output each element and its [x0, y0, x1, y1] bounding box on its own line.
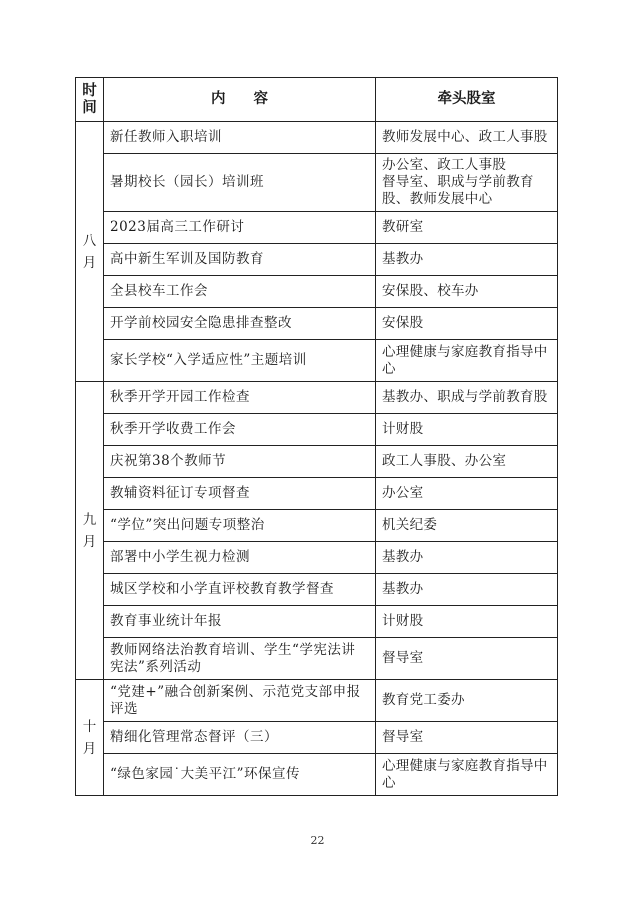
content-cell: 高中新生军训及国防教育	[104, 244, 376, 276]
dept-cell: 办公室	[376, 478, 558, 510]
table-row	[76, 308, 558, 340]
header-time: 时 间	[76, 78, 104, 122]
dept-cell: 政工人事股、办公室	[376, 446, 558, 478]
table-row	[76, 722, 558, 754]
table-row	[76, 510, 558, 542]
dept-cell: 计财股	[376, 414, 558, 446]
dept-cell: 教育党工委办	[376, 680, 558, 722]
table-row	[76, 574, 558, 606]
content-cell: 家长学校“入学适应性”主题培训	[104, 340, 376, 382]
month-cell: 十 月	[76, 680, 104, 796]
table-row	[76, 638, 558, 680]
header-dept: 牵头股室	[376, 78, 558, 122]
dept-cell: 心理健康与家庭教育指导中心	[376, 754, 558, 796]
table-row	[76, 212, 558, 244]
table-body	[76, 122, 558, 796]
dept-cell: 安保股、校车办	[376, 276, 558, 308]
table-row	[76, 606, 558, 638]
dept-cell: 督导室	[376, 722, 558, 754]
content-cell: 暑期校长（园长）培训班	[104, 154, 376, 212]
table-row	[76, 478, 558, 510]
dept-cell: 督导室	[376, 638, 558, 680]
table-row	[76, 446, 558, 478]
content-cell: 教师网络法治教育培训、学生“学宪法讲宪法”系列活动	[104, 638, 376, 680]
table-row	[76, 340, 558, 382]
content-cell: 秋季开学收费工作会	[104, 414, 376, 446]
dept-cell: 安保股	[376, 308, 558, 340]
content-cell: 精细化管理常态督评（三）	[104, 722, 376, 754]
dept-cell: 教研室	[376, 212, 558, 244]
table-row	[76, 122, 558, 154]
content-cell: 2023届高三工作研讨	[104, 212, 376, 244]
content-cell: 新任教师入职培训	[104, 122, 376, 154]
table-row	[76, 244, 558, 276]
content-cell: 开学前校园安全隐患排查整改	[104, 308, 376, 340]
table-header-row	[76, 78, 558, 122]
content-cell: 教辅资料征订专项督查	[104, 478, 376, 510]
table-row	[76, 680, 558, 722]
month-cell: 八 月	[76, 122, 104, 382]
content-cell: “绿色家园˙大美平江”环保宣传	[104, 754, 376, 796]
content-cell: 教育事业统计年报	[104, 606, 376, 638]
content-cell: “学位”突出问题专项整治	[104, 510, 376, 542]
work-schedule-table	[75, 77, 558, 796]
content-cell: 庆祝第38个教师节	[104, 446, 376, 478]
header-content-label: 内容	[211, 91, 296, 107]
dept-cell: 心理健康与家庭教育指导中心	[376, 340, 558, 382]
table-row	[76, 542, 558, 574]
dept-cell: 基教办	[376, 542, 558, 574]
dept-cell: 基教办	[376, 574, 558, 606]
dept-cell: 计财股	[376, 606, 558, 638]
content-cell: “党建+”融合创新案例、示范党支部申报评选	[104, 680, 376, 722]
table-row	[76, 154, 558, 212]
dept-cell: 基教办、职成与学前教育股	[376, 382, 558, 414]
dept-cell: 教师发展中心、政工人事股	[376, 122, 558, 154]
content-cell: 秋季开学开园工作检查	[104, 382, 376, 414]
content-cell: 城区学校和小学直评校教育教学督查	[104, 574, 376, 606]
dept-cell: 机关纪委	[376, 510, 558, 542]
table-row	[76, 276, 558, 308]
table-row	[76, 414, 558, 446]
content-cell: 全县校车工作会	[104, 276, 376, 308]
header-content	[104, 78, 376, 122]
page-number: 22	[310, 834, 325, 847]
table-row	[76, 382, 558, 414]
dept-cell: 办公室、政工人事股 督导室、职成与学前教育股、教师发展中心	[376, 154, 558, 212]
dept-cell: 基教办	[376, 244, 558, 276]
month-cell: 九 月	[76, 382, 104, 680]
table-row	[76, 754, 558, 796]
content-cell: 部署中小学生视力检测	[104, 542, 376, 574]
